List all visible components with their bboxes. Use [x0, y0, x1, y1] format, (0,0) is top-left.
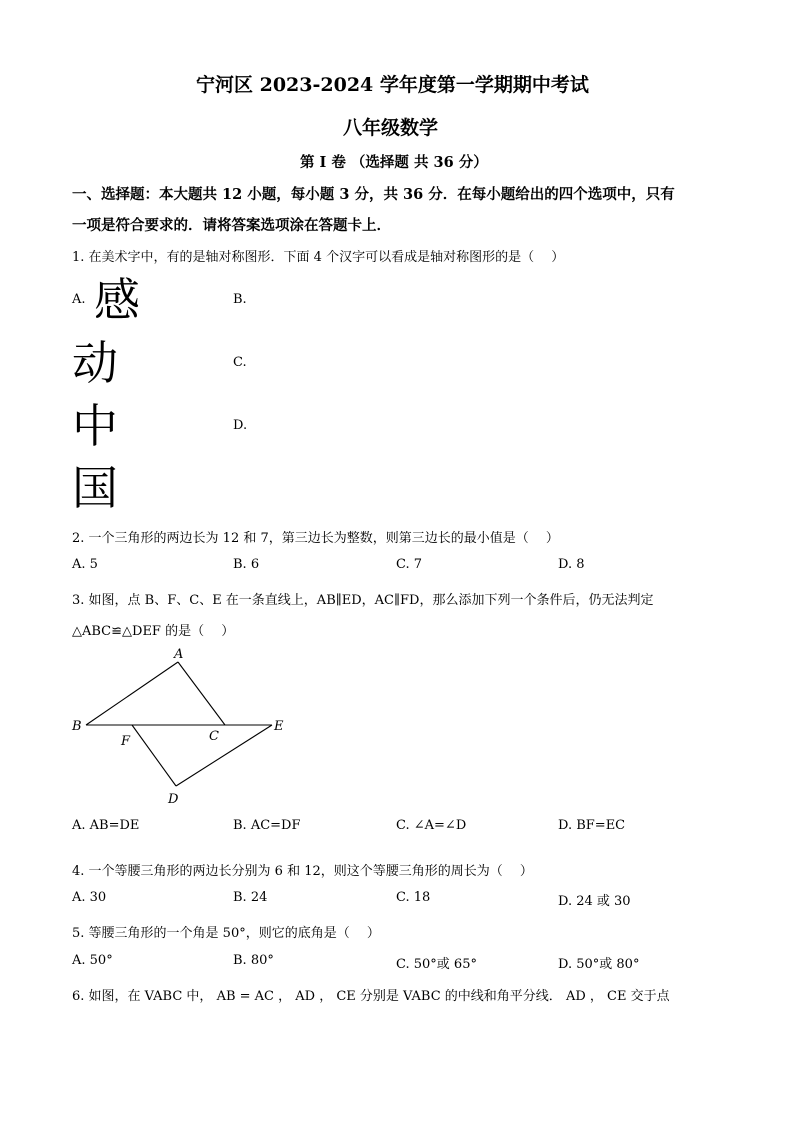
- q4-option-a: A. 30: [72, 890, 107, 905]
- q3-stem-line2: △ABC≌△DEF 的是（ ）: [72, 624, 235, 639]
- segment-de: [176, 725, 272, 786]
- q5-option-b: B. 80°: [233, 953, 274, 968]
- q3-stem-line1: 3. 如图，点 B、F、C、E 在一条直线上，AB∥ED，AC∥FD，那么添加下列一个条件后，仍无法判定: [72, 593, 654, 608]
- label-f: F: [121, 734, 131, 749]
- exam-subtitle: 八年级数学: [343, 117, 439, 139]
- q6-stem: 6. 如图，在 VABC 中， AB = AC ， AD ， CE 分别是 VABC 的中线和角平分线． AD ， CE 交于点: [72, 989, 670, 1004]
- label-b: B: [72, 719, 82, 734]
- q1-char-zhong: 中: [72, 399, 118, 453]
- q1-option-b-label: B.: [233, 292, 247, 307]
- q1-char-gan: 感: [94, 273, 140, 327]
- q5-option-d: D. 50°或 80°: [558, 957, 640, 972]
- segment-ab: [86, 662, 178, 725]
- q1-char-dong: 动: [72, 336, 118, 390]
- label-c: C: [209, 729, 219, 744]
- section-heading: 第 I 卷 （选择题 共 36 分）: [300, 154, 488, 171]
- q3-option-a: A. AB=DE: [72, 818, 140, 833]
- label-e: E: [274, 719, 284, 734]
- q5-option-c: C. 50°或 65°: [396, 957, 477, 972]
- q2-option-c: C. 7: [396, 557, 423, 572]
- q4-stem: 4. 一个等腰三角形的两边长分别为 6 和 12，则这个等腰三角形的周长为（ ）: [72, 864, 533, 879]
- q3-option-c: C. ∠A=∠D: [396, 818, 467, 833]
- q1-option-c-label: C.: [233, 355, 247, 370]
- q5-stem: 5. 等腰三角形的一个角是 50°，则它的底角是（ ）: [72, 926, 380, 941]
- q2-option-b: B. 6: [233, 557, 260, 572]
- part1-instruction-line2: 一项是符合要求的．请将答案选项涂在答题卡上．: [72, 217, 391, 234]
- segment-fd: [132, 725, 176, 786]
- segment-ac: [178, 662, 225, 725]
- exam-title: 宁河区 2023-2024 学年度第一学期期中考试: [196, 74, 589, 96]
- q4-option-d: D. 24 或 30: [558, 894, 631, 909]
- q5-option-a: A. 50°: [72, 953, 113, 968]
- q1-char-guo: 国: [72, 461, 118, 515]
- q4-option-c: C. 18: [396, 890, 431, 905]
- q2-option-d: D. 8: [558, 557, 585, 572]
- q3-option-b: B. AC=DF: [233, 818, 301, 833]
- label-d: D: [168, 792, 179, 807]
- q1-option-a-label: A.: [72, 292, 86, 307]
- q2-option-a: A. 5: [72, 557, 98, 572]
- q1-option-d-label: D.: [233, 418, 248, 433]
- label-a: A: [174, 647, 184, 662]
- q3-figure: [60, 640, 300, 810]
- q3-option-d: D. BF=EC: [558, 818, 626, 833]
- part1-instruction-line1: 一、选择题：本大题共 12 小题，每小题 3 分，共 36 分．在每小题给出的四个选项中，只有: [72, 186, 675, 203]
- q2-stem: 2. 一个三角形的两边长为 12 和 7，第三边长为整数，则第三边长的最小值是（ ）: [72, 531, 559, 546]
- q4-option-b: B. 24: [233, 890, 268, 905]
- q1-stem: 1. 在美术字中，有的是轴对称图形．下面 4 个汉字可以看成是轴对称图形的是（ ）: [72, 250, 565, 265]
